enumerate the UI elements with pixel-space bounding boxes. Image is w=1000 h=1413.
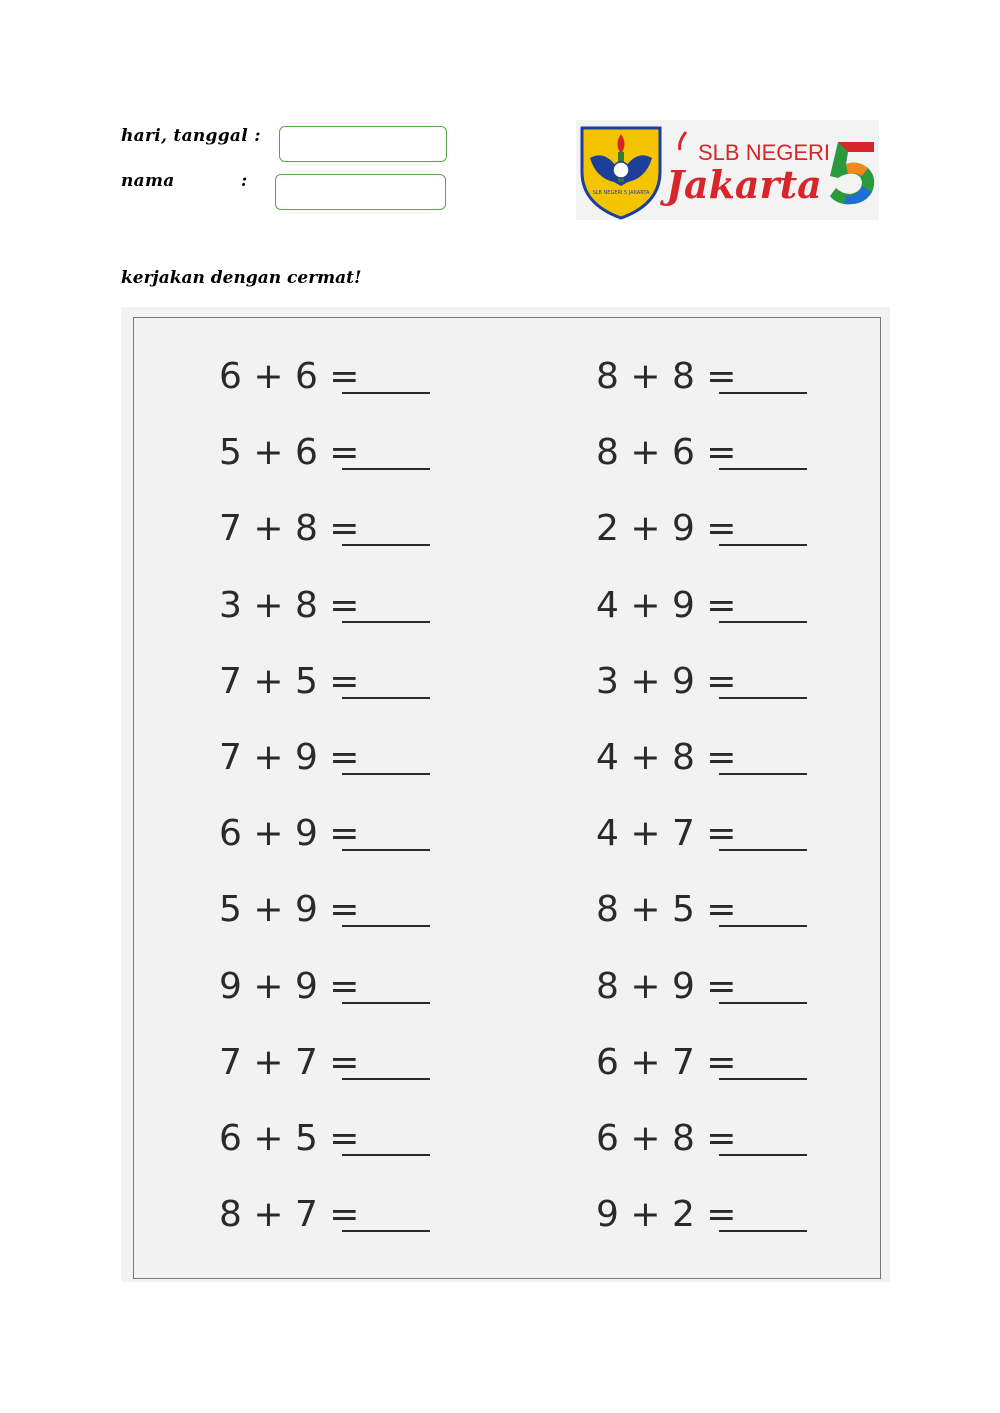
answer-blank[interactable] xyxy=(719,925,807,927)
answer-blank[interactable] xyxy=(719,697,807,699)
problem-left-3 xyxy=(219,504,459,554)
answer-blank[interactable] xyxy=(342,697,430,699)
answer-blank[interactable] xyxy=(719,468,807,470)
problem-expression: 4 + 9 = xyxy=(596,585,737,626)
date-input[interactable] xyxy=(279,126,447,162)
problem-left-11 xyxy=(219,1114,459,1164)
problem-expression: 3 + 8 = xyxy=(219,585,360,626)
problem-right-3 xyxy=(596,504,836,554)
shield-emblem-icon xyxy=(582,128,660,218)
answer-blank[interactable] xyxy=(719,544,807,546)
problem-expression: 8 + 9 = xyxy=(596,966,737,1007)
problem-left-2 xyxy=(219,428,459,478)
answer-blank[interactable] xyxy=(719,1154,807,1156)
problem-expression: 6 + 5 = xyxy=(219,1118,360,1159)
problem-expression: 4 + 7 = xyxy=(596,813,737,854)
problem-left-12 xyxy=(219,1190,459,1240)
problem-left-4 xyxy=(219,581,459,631)
answer-blank[interactable] xyxy=(342,1002,430,1004)
problem-expression: 2 + 9 = xyxy=(596,508,737,549)
city-text: Jakarta xyxy=(666,162,822,207)
answer-blank[interactable] xyxy=(719,1078,807,1080)
problem-expression: 6 + 7 = xyxy=(596,1042,737,1083)
name-colon: : xyxy=(241,171,248,191)
problem-expression: 4 + 8 = xyxy=(596,737,737,778)
problem-expression: 8 + 8 = xyxy=(596,356,737,397)
problem-left-9 xyxy=(219,962,459,1012)
problem-expression: 7 + 9 = xyxy=(219,737,360,778)
problem-right-9 xyxy=(596,962,836,1012)
answer-blank[interactable] xyxy=(719,1002,807,1004)
answer-blank[interactable] xyxy=(342,621,430,623)
answer-blank[interactable] xyxy=(342,1154,430,1156)
problem-right-11 xyxy=(596,1114,836,1164)
problem-expression: 9 + 9 = xyxy=(219,966,360,1007)
answer-blank[interactable] xyxy=(342,925,430,927)
problem-right-12 xyxy=(596,1190,836,1240)
answer-blank[interactable] xyxy=(342,849,430,851)
problem-expression: 6 + 8 = xyxy=(596,1118,737,1159)
problem-left-8 xyxy=(219,885,459,935)
answer-blank[interactable] xyxy=(719,392,807,394)
answer-blank[interactable] xyxy=(342,773,430,775)
name-input[interactable] xyxy=(275,174,446,210)
problem-right-2 xyxy=(596,428,836,478)
problem-expression: 5 + 9 = xyxy=(219,889,360,930)
badge-text: SLB NEGERI 5 JAKARTA xyxy=(592,190,650,196)
answer-blank[interactable] xyxy=(719,1230,807,1232)
problem-expression: 7 + 8 = xyxy=(219,508,360,549)
problem-right-1 xyxy=(596,352,836,402)
problem-expression: 7 + 7 = xyxy=(219,1042,360,1083)
problem-left-1 xyxy=(219,352,459,402)
school-line-text: SLB NEGERI xyxy=(698,140,831,165)
problem-expression: 7 + 5 = xyxy=(219,661,360,702)
problem-expression: 6 + 6 = xyxy=(219,356,360,397)
problem-expression: 5 + 6 = xyxy=(219,432,360,473)
name-label: nama xyxy=(121,171,175,191)
problem-expression: 6 + 9 = xyxy=(219,813,360,854)
problem-left-10 xyxy=(219,1038,459,1088)
problem-right-10 xyxy=(596,1038,836,1088)
school-logo xyxy=(576,120,879,220)
answer-blank[interactable] xyxy=(719,621,807,623)
problem-left-6 xyxy=(219,733,459,783)
answer-blank[interactable] xyxy=(719,773,807,775)
problem-expression: 8 + 7 = xyxy=(219,1194,360,1235)
answer-blank[interactable] xyxy=(342,544,430,546)
answer-blank[interactable] xyxy=(719,849,807,851)
problem-left-7 xyxy=(219,809,459,859)
problem-right-7 xyxy=(596,809,836,859)
problem-left-5 xyxy=(219,657,459,707)
date-label: hari, tanggal : xyxy=(121,126,261,146)
instruction-text: kerjakan dengan cermat! xyxy=(121,268,362,288)
problem-expression: 8 + 5 = xyxy=(596,889,737,930)
problem-right-6 xyxy=(596,733,836,783)
problem-right-5 xyxy=(596,657,836,707)
answer-blank[interactable] xyxy=(342,1078,430,1080)
answer-blank[interactable] xyxy=(342,1230,430,1232)
problem-expression: 8 + 6 = xyxy=(596,432,737,473)
answer-blank[interactable] xyxy=(342,392,430,394)
problem-right-8 xyxy=(596,885,836,935)
problem-expression: 9 + 2 = xyxy=(596,1194,737,1235)
number-five-icon xyxy=(830,142,874,204)
answer-blank[interactable] xyxy=(342,468,430,470)
problem-expression: 3 + 9 = xyxy=(596,661,737,702)
problem-right-4 xyxy=(596,581,836,631)
